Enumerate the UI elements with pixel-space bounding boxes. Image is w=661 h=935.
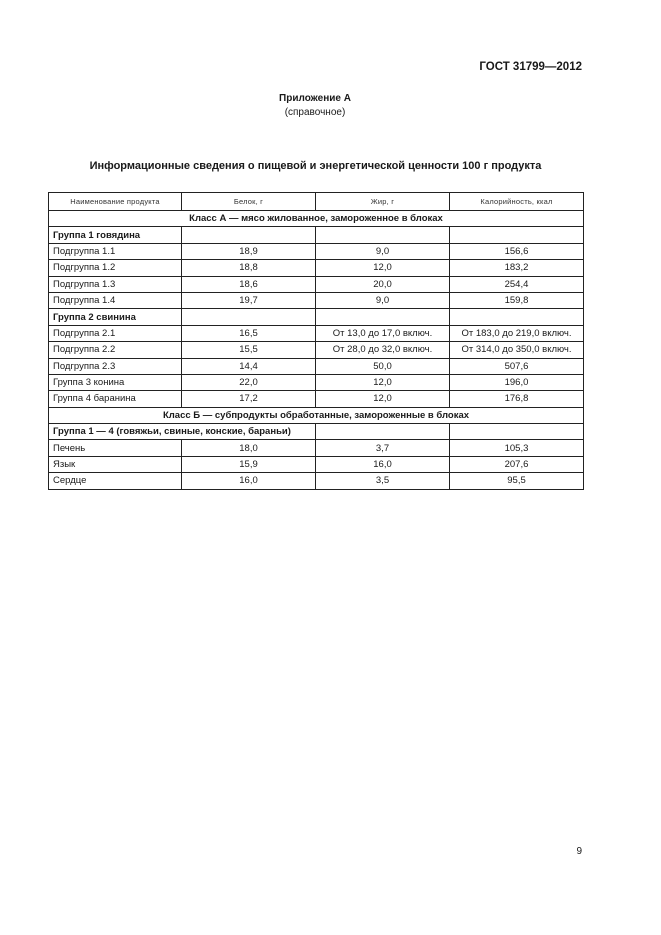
protein-cell: 22,0	[182, 374, 316, 390]
kcal-cell: 183,2	[450, 260, 584, 276]
column-header: Жир, г	[316, 193, 450, 211]
class-title: Класс Б — субпродукты обработанные, замороженные в блоках	[49, 407, 584, 423]
kcal-cell: 507,6	[450, 358, 584, 374]
column-header: Белок, г	[182, 193, 316, 211]
column-header: Калорийность, ккал	[450, 193, 584, 211]
fat-cell: 9,0	[316, 243, 450, 259]
kcal-cell: 207,6	[450, 456, 584, 472]
column-header: Наименование продукта	[49, 193, 182, 211]
empty-cell	[450, 424, 584, 440]
table-row	[49, 374, 584, 390]
appendix-heading	[0, 92, 630, 120]
kcal-cell: 105,3	[450, 440, 584, 456]
page-number: 9	[576, 846, 582, 857]
product-name: Подгруппа 1.2	[49, 260, 182, 276]
kcal-cell: 196,0	[450, 374, 584, 390]
fat-cell: 9,0	[316, 292, 450, 308]
product-name: Подгруппа 1.3	[49, 276, 182, 292]
kcal-cell: 176,8	[450, 391, 584, 407]
table-caption: Информационные сведения о пищевой и энергетической ценности 100 г продукта	[89, 160, 542, 172]
protein-cell: 16,5	[182, 325, 316, 341]
empty-cell	[316, 424, 450, 440]
product-name: Подгруппа 2.2	[49, 342, 182, 358]
protein-cell: 14,4	[182, 358, 316, 374]
product-name: Язык	[49, 456, 182, 472]
product-name: Подгруппа 1.4	[49, 292, 182, 308]
group-row	[49, 227, 584, 243]
kcal-cell: 156,6	[450, 243, 584, 259]
table-row	[49, 260, 584, 276]
product-name: Подгруппа 2.1	[49, 325, 182, 341]
protein-cell: 15,5	[182, 342, 316, 358]
group-row	[49, 424, 584, 440]
table-row	[49, 391, 584, 407]
class-row	[49, 407, 584, 423]
kcal-cell: 95,5	[450, 473, 584, 489]
fat-cell: 16,0	[316, 456, 450, 472]
document-code: ГОСТ 31799—2012	[479, 61, 582, 73]
table-row	[49, 292, 584, 308]
protein-cell: 19,7	[182, 292, 316, 308]
fat-cell: 12,0	[316, 391, 450, 407]
fat-cell: 3,7	[316, 440, 450, 456]
kcal-cell: 254,4	[450, 276, 584, 292]
table-header-row	[49, 193, 584, 211]
protein-cell: 17,2	[182, 391, 316, 407]
fat-cell: От 28,0 до 32,0 включ.	[316, 342, 450, 358]
table-row	[49, 342, 584, 358]
group-row	[49, 309, 584, 325]
table-row	[49, 440, 584, 456]
kcal-cell: От 183,0 до 219,0 включ.	[450, 325, 584, 341]
empty-cell	[450, 227, 584, 243]
protein-cell: 15,9	[182, 456, 316, 472]
protein-cell: 18,9	[182, 243, 316, 259]
fat-cell: 12,0	[316, 374, 450, 390]
table-row	[49, 358, 584, 374]
fat-cell: От 13,0 до 17,0 включ.	[316, 325, 450, 341]
empty-cell	[182, 309, 316, 325]
class-row	[49, 211, 584, 227]
group-title: Группа 2 свинина	[49, 309, 182, 325]
group-title: Группа 1 — 4 (говяжьи, свиные, конские, бараньи)	[49, 424, 316, 440]
empty-cell	[316, 227, 450, 243]
product-name: Сердце	[49, 473, 182, 489]
protein-cell: 18,8	[182, 260, 316, 276]
protein-cell: 18,0	[182, 440, 316, 456]
protein-cell: 18,6	[182, 276, 316, 292]
protein-cell: 16,0	[182, 473, 316, 489]
table-row	[49, 276, 584, 292]
product-name: Группа 3 конина	[49, 374, 182, 390]
class-title: Класс А — мясо жилованное, замороженное в блоках	[49, 211, 584, 227]
product-name: Группа 4 баранина	[49, 391, 182, 407]
appendix-subtitle: (справочное)	[284, 107, 346, 118]
product-name: Подгруппа 2.3	[49, 358, 182, 374]
kcal-cell: 159,8	[450, 292, 584, 308]
empty-cell	[182, 227, 316, 243]
empty-cell	[316, 309, 450, 325]
product-name: Печень	[49, 440, 182, 456]
fat-cell: 3,5	[316, 473, 450, 489]
fat-cell: 50,0	[316, 358, 450, 374]
table-row	[49, 456, 584, 472]
product-name: Подгруппа 1.1	[49, 243, 182, 259]
nutrition-table	[48, 192, 584, 490]
table-row	[49, 325, 584, 341]
table-row	[49, 473, 584, 489]
fat-cell: 12,0	[316, 260, 450, 276]
appendix-title: Приложение А	[279, 93, 351, 104]
table-row	[49, 243, 584, 259]
empty-cell	[450, 309, 584, 325]
group-title: Группа 1 говядина	[49, 227, 182, 243]
fat-cell: 20,0	[316, 276, 450, 292]
kcal-cell: От 314,0 до 350,0 включ.	[450, 342, 584, 358]
